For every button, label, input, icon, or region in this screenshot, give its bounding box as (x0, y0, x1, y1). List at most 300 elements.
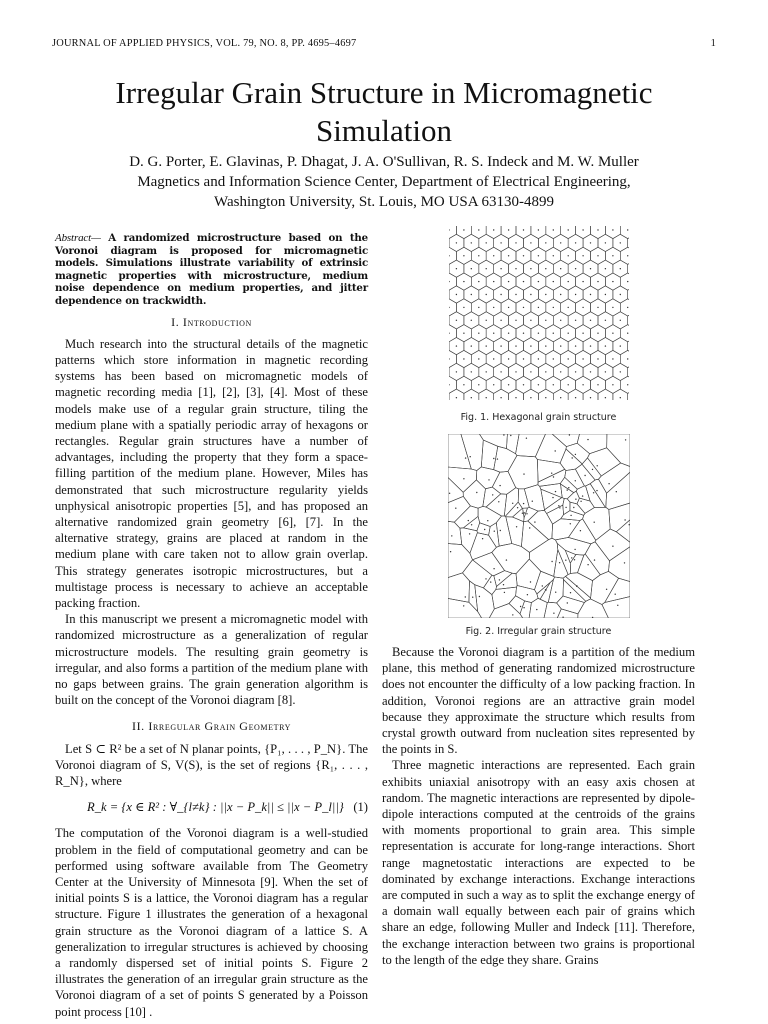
voronoi-cell (548, 577, 563, 603)
lattice-point (560, 397, 561, 398)
lattice-point (493, 229, 494, 230)
seed-point (565, 560, 566, 561)
seed-point (593, 522, 594, 523)
section-heading-introduction: I. Introduction (171, 314, 252, 329)
journal-reference: JOURNAL OF APPLIED PHYSICS, VOL. 79, NO. 8, PP. 4695–4697 (52, 38, 357, 49)
lattice-point (463, 307, 464, 308)
lattice-point (582, 358, 583, 359)
hexagon-cell (627, 389, 628, 400)
seed-point (587, 564, 588, 565)
seed-point (487, 520, 488, 521)
lattice-point (493, 333, 494, 334)
seed-point (464, 457, 465, 458)
lattice-point (560, 242, 561, 243)
seed-point (552, 476, 553, 477)
hexagon-cell (627, 286, 628, 303)
lattice-point (507, 384, 508, 385)
voronoi-cell (560, 511, 583, 521)
voronoi-cell (587, 448, 620, 476)
lattice-point (582, 333, 583, 334)
lattice-point (567, 281, 568, 282)
voronoi-cell (448, 521, 462, 544)
seed-point (531, 501, 532, 502)
figure-1 (382, 226, 695, 424)
lattice-point (485, 320, 486, 321)
hexagon-cell (530, 226, 545, 239)
hexagon-cell (501, 226, 516, 239)
voronoi-cell (539, 484, 562, 498)
hexagon-cell (449, 299, 456, 316)
voronoi-cell (521, 521, 548, 552)
lattice-point (574, 294, 575, 295)
seed-point (592, 492, 593, 493)
equation-1 (87, 799, 368, 815)
lattice-point (619, 371, 620, 372)
voronoi-cell (512, 508, 524, 521)
seed-point (529, 581, 530, 582)
voronoi-cell (448, 434, 471, 469)
lattice-point (582, 307, 583, 308)
voronoi-cell (472, 552, 504, 575)
lattice-point (455, 397, 456, 398)
lattice-point (597, 333, 598, 334)
seed-point (505, 559, 506, 560)
lattice-point (604, 345, 605, 346)
lattice-point (567, 307, 568, 308)
lattice-point (463, 281, 464, 282)
lattice-point (507, 307, 508, 308)
abstract-text: A randomized microstructure based on the Voronoi diagram is proposed for micromagnetic models. Simulations illustrate variability of extrinsic magnetic properties with microstructure, medium noise dependence on medium properties, and jitter dependence on trackwidth. (55, 232, 368, 307)
lattice-point (449, 358, 450, 359)
seed-point (522, 503, 523, 504)
lattice-point (612, 384, 613, 385)
seed-point (472, 597, 473, 598)
lattice-point (537, 255, 538, 256)
voronoi-cell (598, 463, 630, 493)
voronoi-cell (509, 596, 525, 614)
voronoi-cell (536, 582, 549, 599)
lattice-point (515, 320, 516, 321)
seed-point (523, 607, 524, 608)
lattice-point (515, 268, 516, 269)
voronoi-cell (537, 460, 564, 483)
voronoi-cell (560, 477, 577, 492)
seed-point (512, 503, 513, 504)
lattice-point (627, 358, 628, 359)
lattice-point (545, 242, 546, 243)
lattice-point (507, 333, 508, 334)
affiliation-line-2: Washington University, St. Louis, MO USA 63130-4899 (214, 194, 554, 210)
lattice-point (604, 294, 605, 295)
voronoi-cell (508, 456, 538, 489)
voronoi-cell (479, 434, 507, 449)
seed-point (551, 473, 552, 474)
lattice-point (612, 333, 613, 334)
seed-point (448, 493, 449, 494)
seed-point (488, 479, 489, 480)
lattice-point (500, 345, 501, 346)
lattice-point (470, 397, 471, 398)
hexagon-cell (627, 363, 628, 380)
seed-point (481, 538, 482, 539)
voronoi-cell (529, 538, 558, 576)
lattice-point (574, 320, 575, 321)
lattice-point (463, 384, 464, 385)
seed-point (503, 592, 504, 593)
lattice-point (500, 294, 501, 295)
voronoi-cell (516, 559, 541, 590)
lattice-point (485, 397, 486, 398)
voronoi-cell (570, 555, 584, 574)
hexagon-cell (590, 226, 605, 239)
lattice-point (478, 229, 479, 230)
lattice-point (604, 242, 605, 243)
lattice-point (597, 384, 598, 385)
lattice-point (455, 242, 456, 243)
voronoi-cell (567, 491, 579, 504)
lattice-point (500, 268, 501, 269)
voronoi-cell (463, 516, 479, 530)
lattice-point (604, 268, 605, 269)
lattice-point (449, 384, 450, 385)
lattice-point (530, 397, 531, 398)
hexagon-cell (575, 226, 590, 239)
hexagon-cell (605, 226, 620, 239)
lattice-point (597, 358, 598, 359)
geometry-paragraph-1: Let S ⊂ R² be a set of N planar points, {P₁, . . . , P_N}. The Voronoi diagram of S, V(S), is the set of regions {R₁, . . . , R_N}, where (55, 741, 368, 789)
lattice-point (589, 242, 590, 243)
lattice-point (478, 255, 479, 256)
voronoi-cell (463, 480, 485, 508)
lattice-point (515, 294, 516, 295)
seed-point (566, 602, 567, 603)
seed-point (593, 559, 594, 560)
seed-point (596, 490, 597, 491)
voronoi-cell (577, 498, 594, 513)
seed-point (624, 519, 625, 520)
lattice-point (507, 229, 508, 230)
lattice-point (589, 345, 590, 346)
lattice-point (485, 242, 486, 243)
seed-point (498, 579, 499, 580)
lattice-point (449, 333, 450, 334)
seed-point (470, 524, 471, 525)
lattice-point (522, 255, 523, 256)
voronoi-cell (577, 434, 607, 454)
abstract-label: Abstract— (55, 232, 101, 244)
lattice-point (545, 320, 546, 321)
voronoi-cell (527, 510, 552, 539)
lattice-point (522, 384, 523, 385)
seed-point (579, 530, 580, 531)
lattice-point (545, 345, 546, 346)
lattice-point (485, 345, 486, 346)
voronoi-cells (448, 434, 630, 618)
voronoi-cell (585, 542, 609, 575)
voronoi-cell (582, 507, 610, 540)
lattice-point (589, 268, 590, 269)
hexagon-cells (449, 226, 629, 400)
seed-point (468, 533, 469, 534)
seed-point (541, 585, 542, 586)
voronoi-cell (608, 547, 630, 582)
seed-point (545, 589, 546, 590)
seed-point (571, 557, 572, 558)
lattice-point (507, 358, 508, 359)
paper-title: Irregular Grain Structure in Micromagnetic Simulation (115, 75, 653, 148)
lattice-point (574, 345, 575, 346)
lattice-point (522, 358, 523, 359)
lattice-point (560, 371, 561, 372)
lattice-point (449, 281, 450, 282)
lattice-point (552, 358, 553, 359)
seed-point (580, 501, 581, 502)
seed-point (529, 527, 530, 528)
running-header (52, 38, 716, 49)
lattice-point (619, 242, 620, 243)
seed-point (558, 562, 559, 563)
geometry-paragraph-2: The computation of the Voronoi diagram is a well-studied problem in the field of computational geometry and can be performed using software available from The Geometry Center at the University of Minnesota [9]. When the set of initial points S is a lattice, the Voronoi diagram has a regular structure. Figure 1 illustrates the generation of a hexagonal grain structure as the Voronoi diagram of a lattice S. A generalization to irregular structures is achieved by choosing a randomly dispersed set of initial points S. Figure 2 illustrates the generation of an irregular grain structure as the Voronoi diagram of a set of points S generated by a Poisson point process [10] . (55, 826, 368, 1019)
seed-point (587, 439, 588, 440)
left-column (55, 232, 368, 1020)
lattice-point (455, 345, 456, 346)
right-column (382, 226, 695, 968)
voronoi-cell (540, 580, 553, 603)
hexagon-cell (449, 325, 456, 342)
voronoi-cell (534, 571, 554, 594)
seed-point (534, 521, 535, 522)
lattice-point (485, 268, 486, 269)
lattice-point (560, 294, 561, 295)
seed-point (521, 513, 522, 514)
seed-point (605, 589, 606, 590)
lattice-point (589, 294, 590, 295)
seed-point (569, 592, 570, 593)
seed-point (496, 458, 497, 459)
seed-point (574, 454, 575, 455)
hexagon-cell (471, 226, 486, 239)
seed-point (502, 584, 503, 585)
seed-point (449, 551, 450, 552)
voronoi-cell (478, 506, 501, 526)
author-names: D. G. Porter, E. Glavinas, P. Dhagat, J. A. O'Sullivan, R. S. Indeck and M. W. Muller (129, 154, 639, 170)
section-heading-geometry: II. Irregular Grain Geometry (131, 719, 291, 734)
seed-point (591, 469, 592, 470)
lattice-point (589, 320, 590, 321)
hexagon-cell (545, 226, 560, 239)
voronoi-cell (481, 440, 498, 470)
lattice-point (493, 281, 494, 282)
figure-2-caption: Fig. 2. Irregular grain structure (465, 626, 612, 637)
seed-point (612, 546, 613, 547)
voronoi-cell (474, 585, 494, 618)
lattice-point (455, 268, 456, 269)
lattice-point (552, 255, 553, 256)
lattice-point (537, 307, 538, 308)
seed-point (499, 530, 500, 531)
hexagon-cell (449, 376, 456, 393)
seed-point (615, 491, 616, 492)
voronoi-cell (448, 467, 477, 492)
seed-point (512, 614, 513, 615)
lattice-point (545, 397, 546, 398)
seed-point (499, 485, 500, 486)
lattice-point (449, 229, 450, 230)
lattice-point (515, 242, 516, 243)
voronoi-cell (568, 519, 595, 544)
lattice-point (627, 255, 628, 256)
lattice-point (478, 384, 479, 385)
lattice-point (552, 333, 553, 334)
hexagon-cell (449, 273, 456, 290)
right-paragraph-2: Three magnetic interactions are represented. Each grain exhibits uniaxial anisotropy with an easy axis chosen at random. The magnetic interactions are represented by dipole-dipole interactions computed at the centroids of the grains with moments proportional to grain area. This simple representation is accurate for long-range interactions. Short range magnetostatic interactions are expected to be dominated by exchange interactions. Exchange interactions are computed in such a way as to split the exchange energy of a domain wall equally between each pair of grains which share an edge, following Muller and Indeck [11]. Therefore, the exchange interaction between two grains is proportional to the length of the edge they share. Grains (382, 758, 695, 967)
seed-point (498, 501, 499, 502)
lattice-point (545, 268, 546, 269)
lattice-point (455, 371, 456, 372)
seed-point (574, 480, 575, 481)
voronoi-cell (506, 434, 519, 454)
voronoi-cell (566, 443, 590, 464)
seed-point (565, 507, 566, 508)
lattice-point (567, 384, 568, 385)
lattice-point (582, 229, 583, 230)
voronoi-cell (585, 484, 605, 508)
voronoi-cell (590, 571, 618, 604)
lattice-point (589, 397, 590, 398)
seed-point (617, 605, 618, 606)
lattice-point (612, 255, 613, 256)
seed-point (581, 495, 582, 496)
lattice-point (619, 397, 620, 398)
lattice-point (530, 371, 531, 372)
voronoi-cell (556, 596, 584, 614)
lattice-point (470, 320, 471, 321)
lattice-point (627, 229, 628, 230)
seed-point (575, 499, 576, 500)
lattice-point (619, 320, 620, 321)
equation-body: R_k = {x ∈ R² : ∀_{l≠k} : ||x − P_k|| ≤ ||x − P_l||} (87, 800, 344, 815)
lattice-point (560, 268, 561, 269)
lattice-point (604, 320, 605, 321)
seed-point (516, 507, 517, 508)
hexagon-cell (627, 234, 628, 251)
lattice-point (478, 358, 479, 359)
lattice-point (515, 397, 516, 398)
voronoi-cell (555, 537, 591, 555)
voronoi-cell (448, 573, 470, 602)
lattice-point (470, 242, 471, 243)
lattice-point (589, 371, 590, 372)
lattice-point (545, 294, 546, 295)
lattice-point (463, 229, 464, 230)
lattice-point (470, 345, 471, 346)
lattice-point (597, 229, 598, 230)
lattice-point (485, 371, 486, 372)
lattice-point (567, 358, 568, 359)
lattice-point (485, 294, 486, 295)
hexagon-cell (627, 312, 628, 329)
seed-point (503, 434, 504, 435)
seed-point (574, 549, 575, 550)
seed-point (455, 508, 456, 509)
lattice-point (515, 371, 516, 372)
seed-point (526, 513, 527, 514)
voronoi-cell (493, 571, 511, 587)
lattice-point (537, 358, 538, 359)
seed-point (552, 497, 553, 498)
voronoi-cell (595, 529, 630, 561)
seed-point (484, 529, 485, 530)
lattice-point (515, 345, 516, 346)
lattice-point (507, 281, 508, 282)
lattice-point (493, 384, 494, 385)
lattice-point (537, 281, 538, 282)
seed-point (624, 439, 625, 440)
seed-point (573, 507, 574, 508)
voronoi-cell (459, 528, 477, 554)
voronoi-cell (483, 575, 496, 594)
seed-point (571, 457, 572, 458)
lattice-point (493, 255, 494, 256)
hexagon-cell (449, 350, 456, 367)
seed-point (551, 561, 552, 562)
lattice-point (552, 384, 553, 385)
seed-point (490, 581, 491, 582)
seed-point (608, 483, 609, 484)
hexagon-cell (627, 338, 628, 355)
hexagon-cell (486, 226, 501, 239)
lattice-point (470, 371, 471, 372)
lattice-point (493, 307, 494, 308)
seed-point (569, 523, 570, 524)
voronoi-cell (448, 496, 470, 522)
voronoi-cell (557, 543, 571, 574)
lattice-point (530, 242, 531, 243)
seed-point (467, 520, 468, 521)
seed-point (536, 609, 537, 610)
voronoi-cell (448, 478, 463, 503)
lattice-point (493, 358, 494, 359)
seed-point (573, 559, 574, 560)
lattice-point (530, 268, 531, 269)
seed-point (463, 605, 464, 606)
seed-point (493, 531, 494, 532)
seed-point (451, 535, 452, 536)
lattice-point (612, 358, 613, 359)
voronoi-cell (491, 587, 516, 609)
voronoi-cell (482, 487, 500, 507)
author-block (52, 152, 716, 212)
seed-point (614, 594, 615, 595)
lattice-point (537, 333, 538, 334)
voronoi-cell (515, 434, 545, 457)
voronoi-cell (476, 467, 500, 489)
seed-point (526, 594, 527, 595)
seed-point (554, 491, 555, 492)
voronoi-cell (524, 485, 544, 511)
seed-point (523, 473, 524, 474)
lattice-point (537, 384, 538, 385)
lattice-point (463, 333, 464, 334)
lattice-point (463, 255, 464, 256)
lattice-point (500, 371, 501, 372)
voronoi-cell (462, 560, 491, 588)
seed-point (591, 617, 592, 618)
seed-point (515, 526, 516, 527)
seed-point (623, 562, 624, 563)
lattice-point (463, 358, 464, 359)
lattice-point (500, 242, 501, 243)
